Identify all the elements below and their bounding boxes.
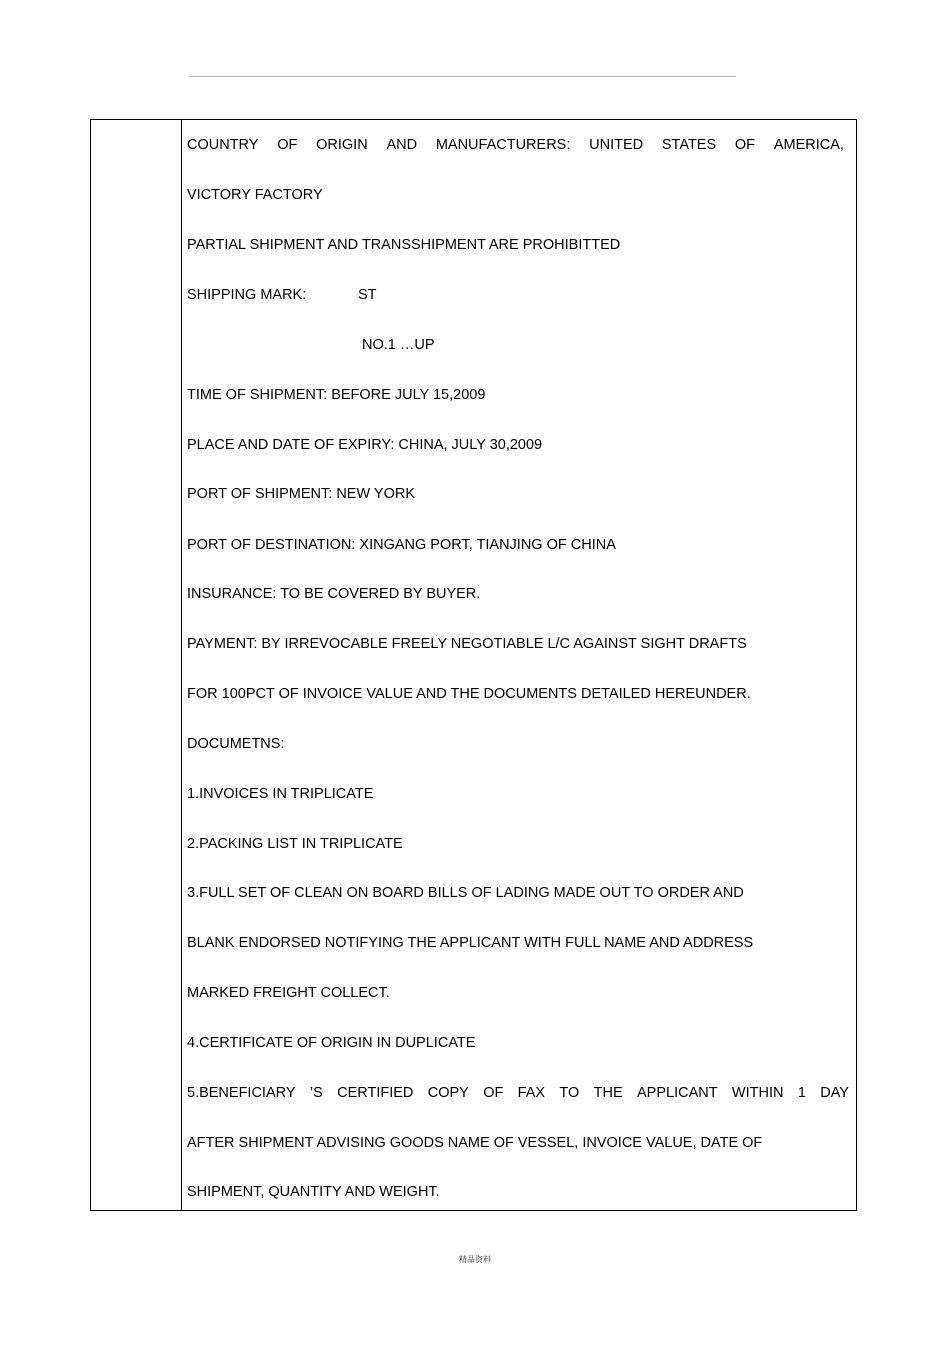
- partial-shipment-line: PARTIAL SHIPMENT AND TRANSSHIPMENT ARE PROHIBITTED: [187, 237, 621, 253]
- place-date-expiry-line: PLACE AND DATE OF EXPIRY: CHINA, JULY 30,2009: [187, 437, 543, 453]
- word: CERTIFIED: [337, 1085, 414, 1101]
- word: STATES: [661, 137, 717, 153]
- document-item-4: 4.CERTIFICATE OF ORIGIN IN DUPLICATE: [187, 1035, 476, 1051]
- word: WITHIN: [731, 1085, 784, 1101]
- word: 1: [797, 1085, 806, 1101]
- port-of-shipment-line: PORT OF SHIPMENT: NEW YORK: [187, 486, 416, 502]
- country-of-origin-line: [187, 136, 844, 154]
- document-item-2: 2.PACKING LIST IN TRIPLICATE: [187, 836, 403, 852]
- word: FAX: [517, 1085, 546, 1101]
- insurance-line: INSURANCE: TO BE COVERED BY BUYER.: [187, 586, 481, 602]
- word: 5.BENEFICIARY: [187, 1085, 296, 1101]
- word: COPY: [427, 1085, 469, 1101]
- table-left-column: [91, 120, 182, 1210]
- word: ’S: [309, 1085, 323, 1101]
- factory-line: VICTORY FACTORY: [187, 187, 323, 203]
- document-table: [90, 119, 857, 1211]
- word: AMERICA,: [773, 137, 844, 153]
- document-item-1: 1.INVOICES IN TRIPLICATE: [187, 786, 374, 802]
- shipping-mark-label: SHIPPING MARK:: [187, 287, 307, 303]
- word: DAY: [820, 1085, 849, 1101]
- document-item-3-line-2: BLANK ENDORSED NOTIFYING THE APPLICANT WITH FULL NAME AND ADDRESS: [187, 935, 754, 951]
- shipping-mark-line-2: NO.1 …UP: [362, 337, 435, 353]
- word: UNITED: [589, 137, 644, 153]
- word: OF: [483, 1085, 504, 1101]
- documents-heading: DOCUMETNS:: [187, 736, 285, 752]
- document-item-5-line-2: AFTER SHIPMENT ADVISING GOODS NAME OF VESSEL, INVOICE VALUE, DATE OF: [187, 1135, 763, 1151]
- word: AND: [386, 137, 418, 153]
- header-rule: [190, 76, 736, 77]
- payment-line-2: FOR 100PCT OF INVOICE VALUE AND THE DOCUMENTS DETAILED HEREUNDER.: [187, 686, 751, 702]
- time-of-shipment-line: TIME OF SHIPMENT: BEFORE JULY 15,2009: [187, 387, 486, 403]
- document-item-5-line-3: SHIPMENT, QUANTITY AND WEIGHT.: [187, 1184, 440, 1200]
- port-of-destination-line: PORT OF DESTINATION: XINGANG PORT, TIANJING OF CHINA: [187, 537, 616, 553]
- word: COUNTRY: [187, 137, 259, 153]
- page-footer: 精品资料: [459, 1255, 491, 1264]
- word: APPLICANT: [636, 1085, 718, 1101]
- document-item-5-line-1: [187, 1084, 849, 1102]
- word: TO: [559, 1085, 580, 1101]
- payment-line-1: PAYMENT: BY IRREVOCABLE FREELY NEGOTIABLE L/C AGAINST SIGHT DRAFTS: [187, 636, 747, 652]
- shipping-mark-value: ST: [358, 287, 377, 303]
- word: THE: [593, 1085, 623, 1101]
- document-item-3-line-1: 3.FULL SET OF CLEAN ON BOARD BILLS OF LADING MADE OUT TO ORDER AND: [187, 885, 744, 901]
- document-item-3-line-3: MARKED FREIGHT COLLECT.: [187, 985, 390, 1001]
- word: MANUFACTURERS:: [435, 137, 571, 153]
- word: ORIGIN: [316, 137, 368, 153]
- word: OF: [277, 137, 298, 153]
- word: OF: [734, 137, 756, 153]
